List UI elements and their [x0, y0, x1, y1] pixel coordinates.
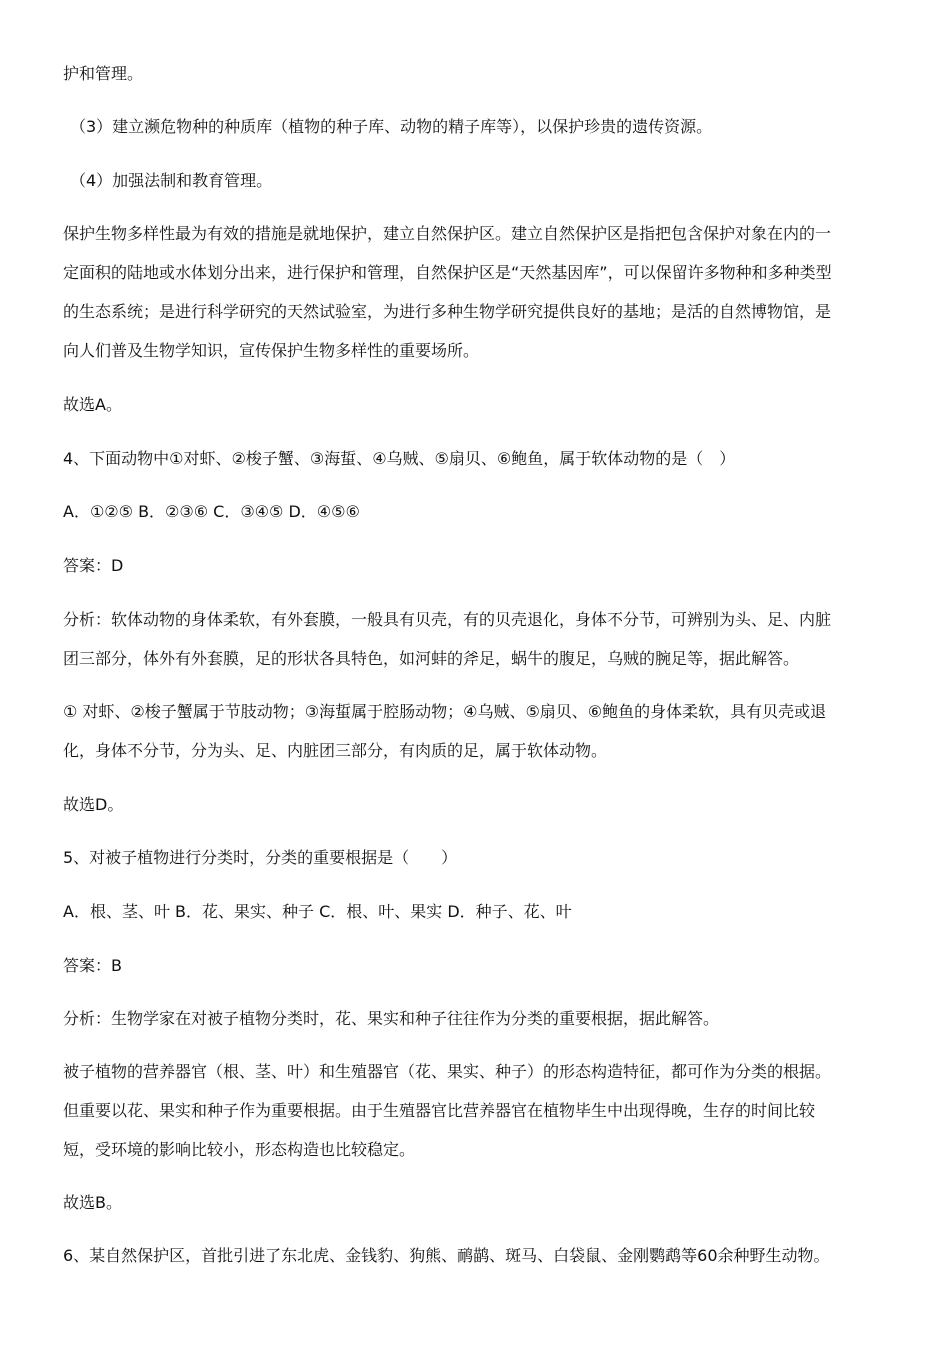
text-line: 向人们普及生物学知识，宣传保护生物多样性的重要场所。 — [63, 341, 480, 360]
question-5-answer: 答案：B — [63, 956, 122, 975]
question-6: 6、某自然保护区，首批引进了东北虎、金钱豹、狗熊、鸸鹋、斑马、白袋鼠、金刚鹦鹉等60余种野生动物。 — [63, 1246, 830, 1265]
text-line: （3）建立濒危物种的种质库（植物的种子库、动物的精子库等），以保护珍贵的遗传资源。 — [70, 117, 713, 136]
text-line: 团三部分，体外有外套膜，足的形状各具特色，如河蚌的斧足，蜗牛的腹足，乌贼的腕足等，据此解答。 — [63, 649, 800, 668]
question-4-answer: 答案：D — [63, 556, 124, 575]
answer-choice-line: 故选D。 — [63, 795, 124, 814]
text-line: 分析：软体动物的身体柔软，有外套膜，一般具有贝壳，有的贝壳退化，身体不分节，可辨别为头、足、内脏 — [63, 610, 832, 629]
text-line: 分析：生物学家在对被子植物分类时，花、果实和种子往往作为分类的重要根据，据此解答。 — [63, 1009, 720, 1028]
text-line: 被子植物的营养器官（根、茎、叶）和生殖器官（花、果实、种子）的形态构造特征，都可作为分类的根据。 — [63, 1062, 832, 1081]
question-5-options: A．根、茎、叶 B．花、果实、种子 C．根、叶、果实 D．种子、花、叶 — [63, 902, 572, 921]
question-4: 4、下面动物中①对虾、②梭子蟹、③海蜇、④乌贼、⑤扇贝、⑥鲍鱼，属于软体动物的是（ ） — [63, 449, 736, 468]
question-4-options: A．①②⑤ B．②③⑥ C．③④⑤ D．④⑤⑥ — [63, 502, 360, 521]
text-line: 化，身体不分节，分为头、足、内脏团三部分，有肉质的足，属于软体动物。 — [63, 741, 608, 760]
answer-choice-line: 故选B。 — [63, 1193, 122, 1212]
question-5: 5、对被子植物进行分类时，分类的重要根据是（ ） — [63, 848, 458, 867]
text-line: 定面积的陆地或水体划分出来，进行保护和管理，自然保护区是“天然基因库”，可以保留许多物种和多种类型 — [63, 263, 832, 282]
text-line: 的生态系统；是进行科学研究的天然试验室，为进行多种生物学研究提供良好的基地；是活的自然博物馆，是 — [63, 302, 832, 321]
text-line: 但重要以花、果实和种子作为重要根据。由于生殖器官比营养器官在植物毕生中出现得晚，生存的时间比较 — [63, 1101, 816, 1120]
answer-choice-line: 故选A。 — [63, 395, 122, 414]
text-line: 短，受环境的影响比较小，形态构造也比较稳定。 — [63, 1140, 416, 1159]
text-line: （4）加强法制和教育管理。 — [70, 171, 273, 190]
text-line: 保护生物多样性最为有效的措施是就地保护，建立自然保护区。建立自然保护区是指把包含保护对象在内的一 — [63, 224, 832, 243]
text-line: ① 对虾、②梭子蟹属于节肢动物；③海蜇属于腔肠动物；④乌贼、⑤扇贝、⑥鲍鱼的身体柔软，具有贝壳或退 — [63, 702, 827, 721]
text-line: 护和管理。 — [63, 64, 144, 83]
